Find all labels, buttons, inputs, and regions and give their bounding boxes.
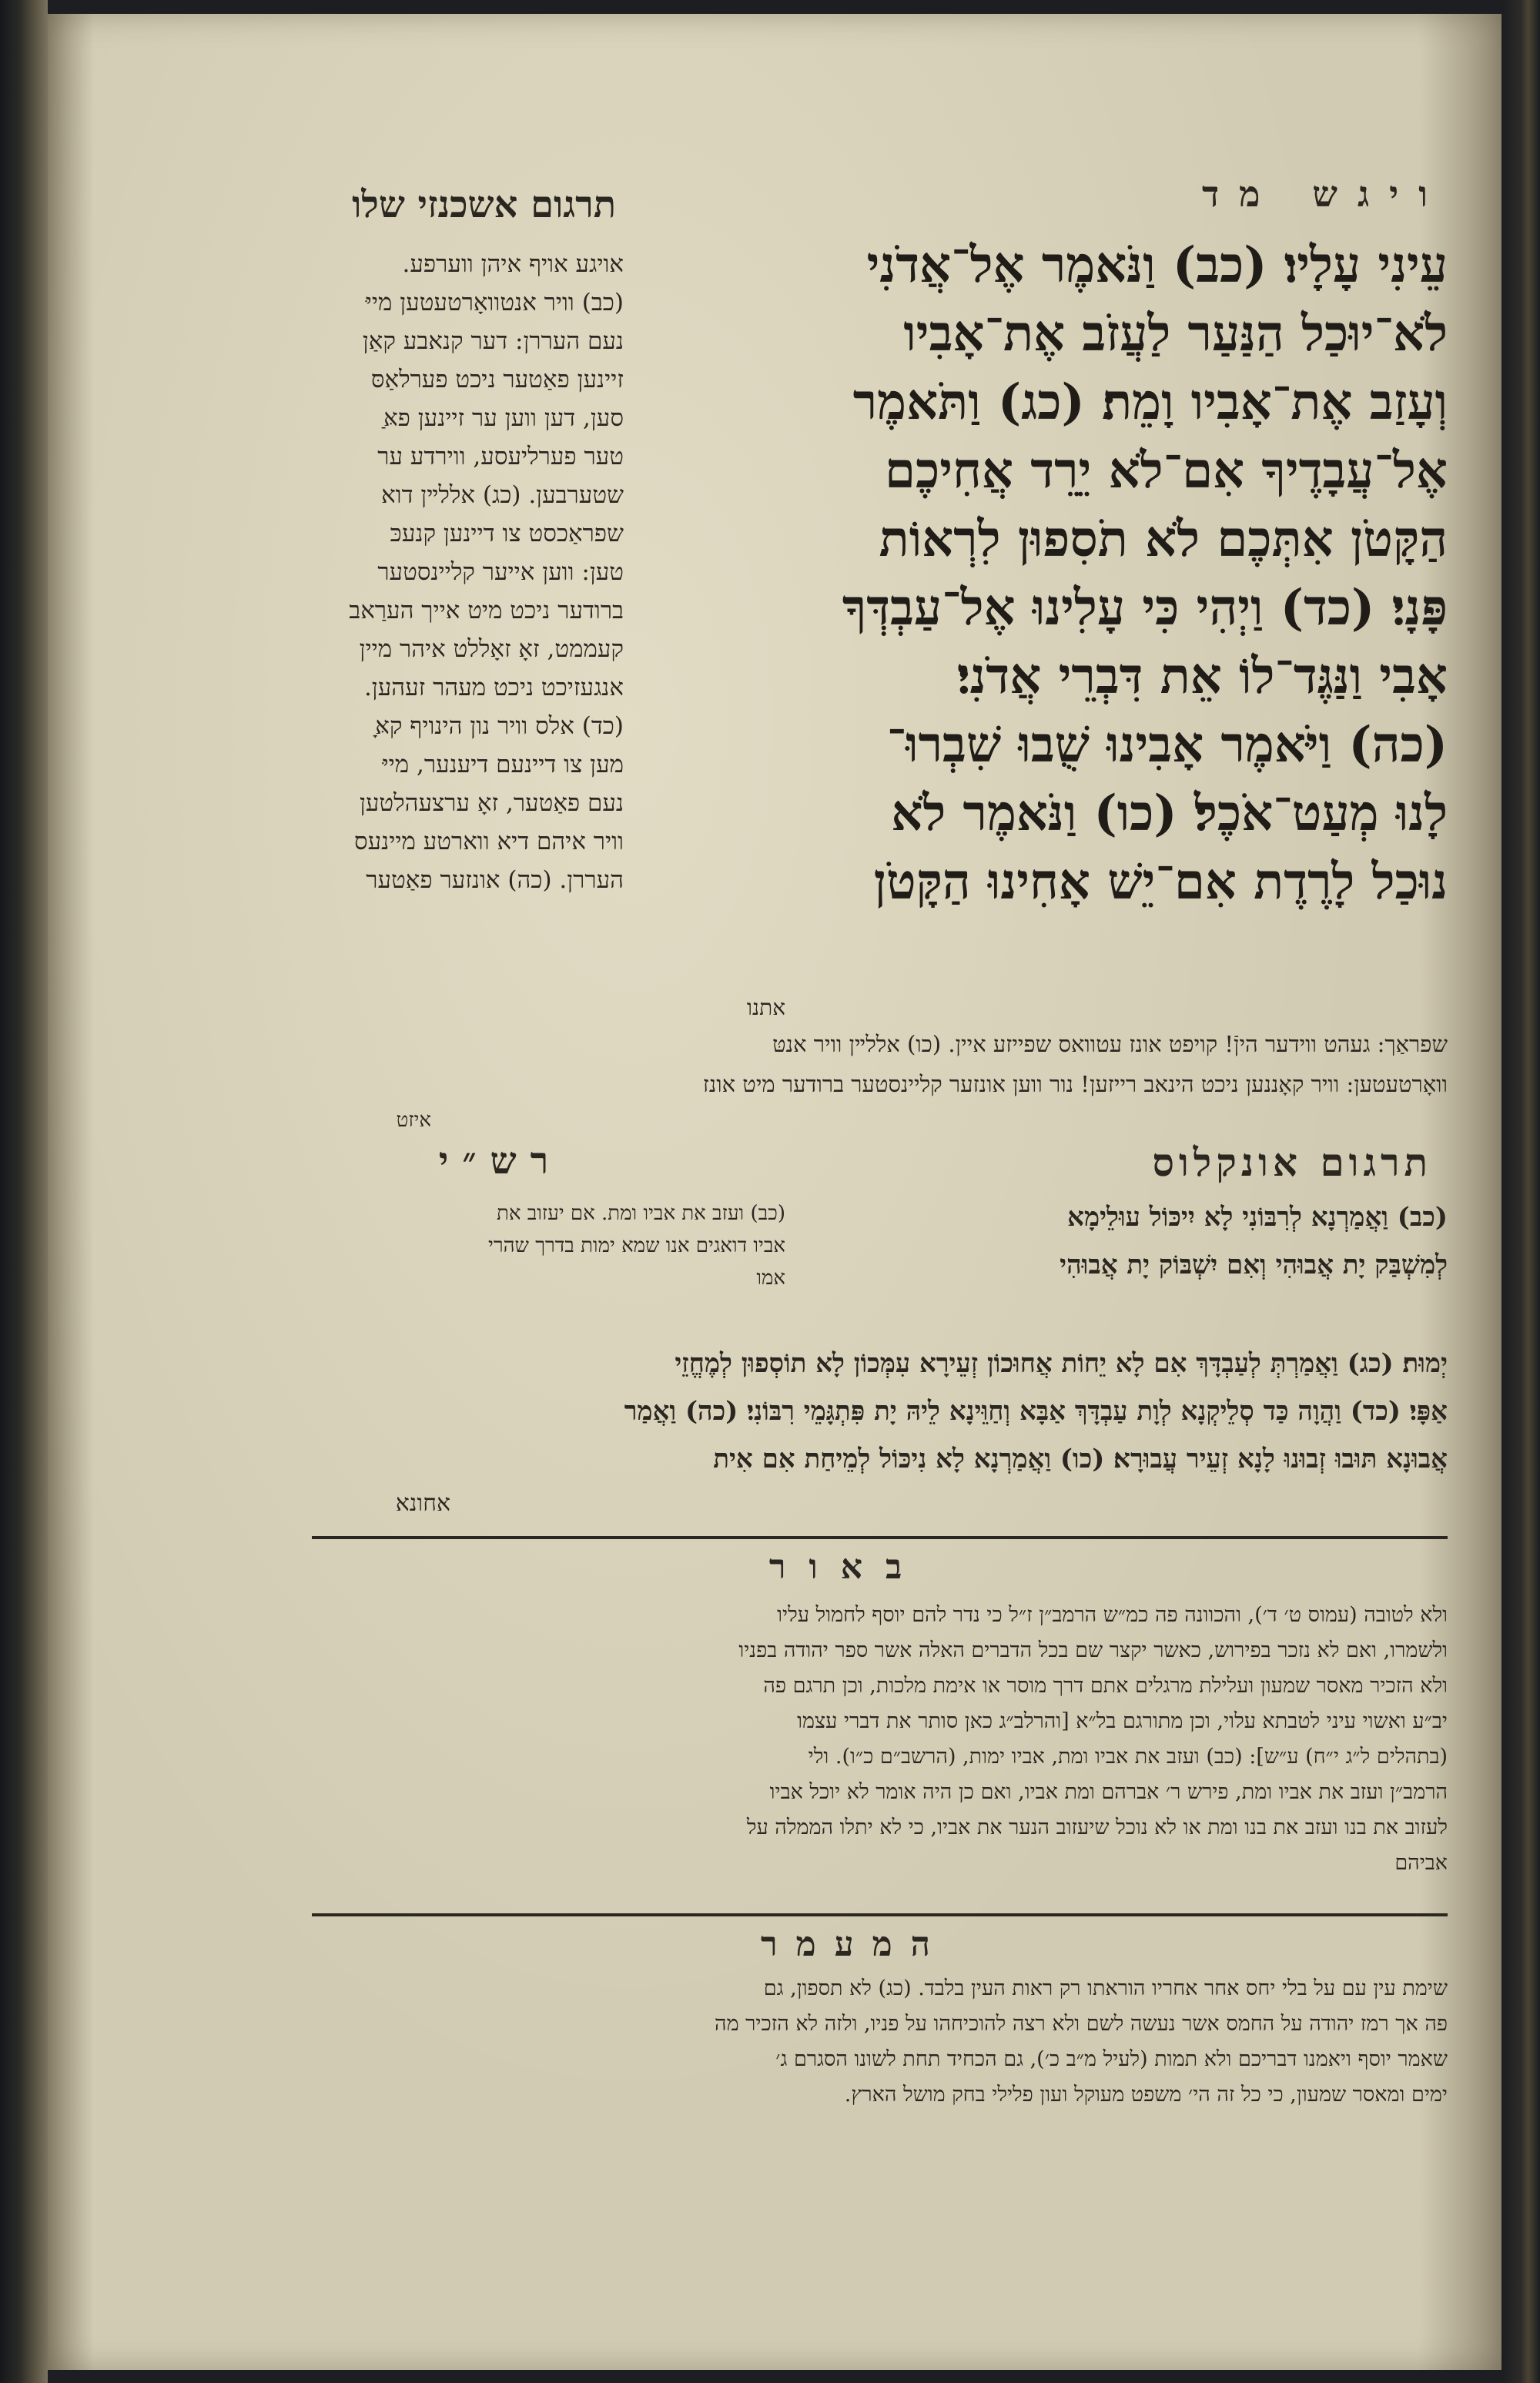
running-header: ויגש מד — [1202, 173, 1448, 215]
main-text-line: פָּנָי׃ (כד) וַיְהִי כִּי עָלִינוּ אֶל־עַבְדְּךָ — [842, 579, 1448, 637]
rashi-line: אביו דואגים אנו שמא ימות בדרך שהרי — [488, 1234, 785, 1257]
main-text-line: לֹא־יוּכַל הַנַּעַר לַעֲזֹב אֶת־אָבִיו — [903, 305, 1448, 363]
yiddish-line: מען צו דיינעם דיענער, מייּ — [382, 751, 624, 778]
main-text-line: אָבִי וַנַּגֶּד־לוֹ אֵת דִּבְרֵי אֲדֹנִי׃ — [956, 648, 1448, 705]
book-spine-left — [0, 0, 48, 2383]
onkelos-text-block — [801, 1193, 1448, 1340]
meamer-line: שאמר יוסף ויאמנו דבריכם ולא תמות (לעיל מ״ב כ׳), גם הכחיד תחת לשונו הסגרם ג׳ — [775, 2047, 1448, 2071]
main-text-line: (כה) וַיֹּאמֶר אָבִינוּ שֻׁבוּ שִׁבְרוּ־ — [886, 716, 1448, 774]
meamer-line: ימים ומאסר שמעון, כי כל זה הי׳ משפט מעוקל ועון פלילי בחק מושל הארץ. — [844, 2083, 1448, 2107]
biur-title: באור — [768, 1548, 926, 1587]
biur-line: אביהם — [1394, 1851, 1448, 1875]
yiddish-line: זיינען פאַטער ניכט פערלאַסּ — [370, 366, 624, 393]
onkelos-catchword: אחונא — [395, 1490, 450, 1517]
yiddish-line: וויר איהם דיא ווארטע מיינעס — [353, 828, 624, 855]
onkelos-line: אֲבוּנָא תּוּבוּ זְבוּנוּ לָנָא זְעֵיר עֲבוּרָא׃ (כו) וַאֲמַרְנָא לָא נִיכּוֹל לְמֵיחַת אִם אִית — [713, 1444, 1448, 1474]
main-text-line: הַקָּטֹן אִתְּכֶם לֹא תֹסִפוּן לִרְאוֹת — [879, 510, 1448, 568]
biur-commentary — [308, 1598, 1448, 1906]
onkelos-title: תרגום אונקלוס — [1152, 1140, 1432, 1185]
yiddish-line: אנגעזיכט ניכט מעהר זעהען. — [363, 674, 624, 701]
yiddish-line: (כב) וויר אנטוואָרטעטען מייּ — [365, 289, 624, 316]
yiddish-line: קעממט, זאָ זאָללט איהר מיין — [359, 635, 624, 663]
section-divider-rule — [312, 1536, 1448, 1539]
rashi-title: רש״י — [438, 1140, 563, 1183]
biur-line: ולא לטובה (עמוס ט׳ ד׳), והכוונה פה כמ״ש הרמב״ן ז״ל כי נדר להם יוסף לחמול עליו — [777, 1603, 1448, 1627]
rashi-commentary — [339, 1197, 785, 1328]
biur-line: הרמב״ן ועזב את אביו ומת, פירש ר׳ אברהם ומת אביו, ואם כן היה אומר לא יוכל אביו — [769, 1780, 1448, 1804]
main-text-line: נוּכַל לָרֶדֶת אִם־יֵשׁ אָחִינוּ הַקָּטֹן — [873, 853, 1448, 911]
meamer-commentary — [308, 1971, 1448, 2140]
yiddish-line: וואָרטעטען: וויר קאָננען ניכט הינאב רייזען! נור ווען אונזער קליינסטער ברודער מיט אונז — [702, 1071, 1448, 1097]
yiddish-line: שפראַך: געהט ווידער היןֿ! קויפט אונז עטוואס שפייזע איין. (כו) אללײן וויר אנטּ — [772, 1031, 1448, 1057]
yiddish-line: (כד) אלס וויר נון הינויף קאָּ — [375, 712, 624, 740]
meamer-title: המעמר — [761, 1925, 949, 1964]
section-divider-rule — [312, 1913, 1448, 1916]
onkelos-line: לְמִשְׁבַּק יָת אֲבוּהִי וְאִם יִשְׁבּוֹק יָת אֲבוּהִי — [1060, 1250, 1448, 1280]
main-text-line: וְעָזַב אֶת־אָבִיו וָמֵת׃ (כג) וַתֹּאמֶר — [852, 373, 1448, 431]
yiddish-line: ברודער ניכט מיט אייך הערַאב — [349, 597, 624, 624]
yiddish-line: נעם העררן: דער קנאבע קאַן — [362, 327, 624, 355]
biur-line: ולשמרו, ואם לא נזכר בפירוש, כאשר יקצר שם בכל הדברים האלה אשר ספר יהודה בפניו — [738, 1638, 1448, 1662]
biur-line: (בתהלים ל״ג י״ח) ע״ש]: (כב) ועזב את אביו ומת, אביו ימות, (הרשב״ם כ״ו). ולי — [808, 1745, 1448, 1769]
meamer-line: פה אך רמז יהודה על החמס אשר נעשה לשם ולא רצה להוכיחהו על פניו, ולזה לא הזכיר מה — [715, 2012, 1448, 2036]
rashi-line: אמו — [756, 1267, 785, 1290]
yiddish-full-width-block — [262, 1024, 1448, 1109]
yiddish-line: שפראַכסט צו דיינען קנעכּ — [390, 520, 624, 547]
main-text-catchword: אתנו — [746, 995, 785, 1020]
yiddish-line: העררן. (כה) אונזער פאַטער — [366, 866, 624, 894]
meamer-line: שימת עין עם על בלי יחס אחר אחריו הוראתו רק ראות העין בלבד. (כג) לא תספון, גם — [763, 1976, 1448, 2000]
yiddish-column-title: תרגום אשכנזי שלו — [352, 183, 616, 226]
rashi-line: (כב) ועזב את אביו ומת. אם יעזוב את — [496, 1202, 785, 1225]
biur-line: ולא הזכיר מאסר שמעון ועלילת מרגלים אתם דרך מוסר או אימת מלכות, וכן תרגם פה — [763, 1674, 1448, 1698]
yiddish-line: טער פערליעסע, ווירדע ער — [377, 443, 624, 470]
book-edge-right — [1502, 0, 1540, 2383]
yiddish-catchword: איזט — [396, 1109, 431, 1132]
onkelos-line: יְמוּת׃ (כג) וַאֲמַרְתְּ לְעַבְדָּךְ אִם לָא יֵחוֹת אֲחוּכוֹן זְעֵירָא עִמְּכוֹן לָא תוֹסְפוּן לְמֶחֱזֵי — [675, 1348, 1448, 1379]
biur-line: לעזוב את בנו ועזב את בנו ומת או לא נוכל שיעזוב הנער את אביו, כי לא יתלו הממלה על — [746, 1816, 1448, 1839]
yiddish-line: שטערבען. (כג) אללײן דוא — [381, 481, 624, 509]
yiddish-line: טען: ווען אייער קליינסטער — [377, 558, 624, 586]
yiddish-translation-column — [262, 245, 624, 1046]
yiddish-line: אויגע אויף איהן ווערפע. — [402, 250, 624, 278]
main-text-line: עֵינִי עָלָיו׃ (כב) וַנֹּאמֶר אֶל־אֲדֹנִי — [866, 236, 1448, 294]
onkelos-line: אַפָּי׃ (כד) וַהֲוָה כַּד סְלֵיקְנָא לְוָת עַבְדָּךְ אַבָּא וְחַוֵּינָא לֵיהּ יָת פִּתְגָּמֵי רִבּוֹנִי׃ (כה) וַאֲמַר — [624, 1396, 1448, 1427]
onkelos-full-width-block — [316, 1340, 1448, 1494]
main-text-line: לָנוּ מְעַט־אֹכֶל׃ (כו) וַנֹּאמֶר לֹא — [891, 785, 1448, 842]
main-text-block — [678, 231, 1448, 993]
main-text-line: אֶל־עֲבָדֶיךָ אִם־לֹא יֵרֵד אֲחִיכֶם — [885, 442, 1448, 500]
yiddish-line: סען, דען ווען ער זיינען פאַּ — [383, 404, 624, 432]
biur-line: יב״ע ואשוי עיני לטבתא עלוי, וכן מתורגם בל״א [והרלב״ג כאן סותר את דברי עצמו — [797, 1709, 1448, 1733]
onkelos-line: (כב) וַאֲמַרְנָא לְרִבּוֹנִי לָא יִיכּוֹל עוּלֵימָא — [1067, 1202, 1448, 1233]
yiddish-line: נעם פאַטער, זאָ ערצעהלטען — [359, 789, 624, 817]
